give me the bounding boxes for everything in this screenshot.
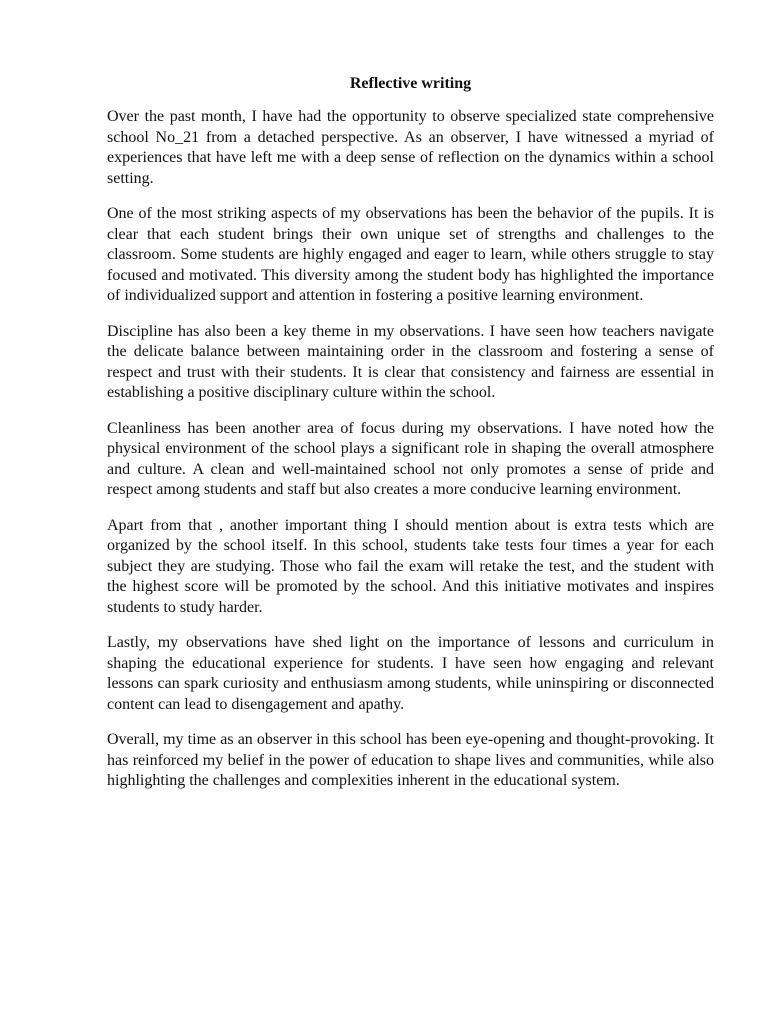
paragraph-conclusion: Overall, my time as an observer in this school has been eye-opening and thought-provoking. It has reinforced my belief in the power of education to shape lives and communities, while also highlighting the challenges and complexities inherent in the educational system. (107, 731, 714, 789)
paragraph-cleanliness: Cleanliness has been another area of focus during my observations. I have noted how the physical environment of the school plays a significant role in shaping the overall atmosphere and culture. A clean and well-maintained school not only promotes a sense of pride and respect among students and staff but also creates a more conducive learning environment. (107, 419, 714, 498)
paragraph-behavior: One of the most striking aspects of my observations has been the behavior of the pupils. It is clear that each student brings their own unique set of strengths and challenges to the classroom. Some students are highly engaged and eager to learn, while others struggle to stay focused and motivated. This diversity among the student body has highlighted the importance of individualized support and attention in fostering a positive learning environment. (107, 205, 714, 304)
paragraph-extra-tests: Apart from that , another important thing I should mention about is extra tests which are organized by the school itself. In this school, students take tests four times a year for each subject they are studying. Those who fail the exam will retake the test, and the student with the highest score will be promoted by the school. And this initiative motivates and inspires students to study harder. (107, 516, 714, 616)
document-title: Reflective writing (349, 75, 472, 92)
paragraph-intro: Over the past month, I have had the opportunity to observe specialized state comprehensive school No_21 from a detached perspective. As an observer, I have witnessed a myriad of experiences that have left me with a deep sense of reflection on the dynamics within a school setting. (107, 108, 714, 187)
paragraph-lessons: Lastly, my observations have shed light on the importance of lessons and curriculum in shaping the educational experience for students. I have seen how engaging and relevant lessons can spark curiosity and enthusiasm among students, while uninspiring or disconnected content can lead to disengagement and apathy. (107, 634, 714, 713)
paragraph-discipline: Discipline has also been a key theme in my observations. I have seen how teachers navigate the delicate balance between maintaining order in the classroom and fostering a sense of respect and trust with their students. It is clear that consistency and fairness are essential in establishing a positive disciplinary culture within the school. (107, 322, 714, 401)
